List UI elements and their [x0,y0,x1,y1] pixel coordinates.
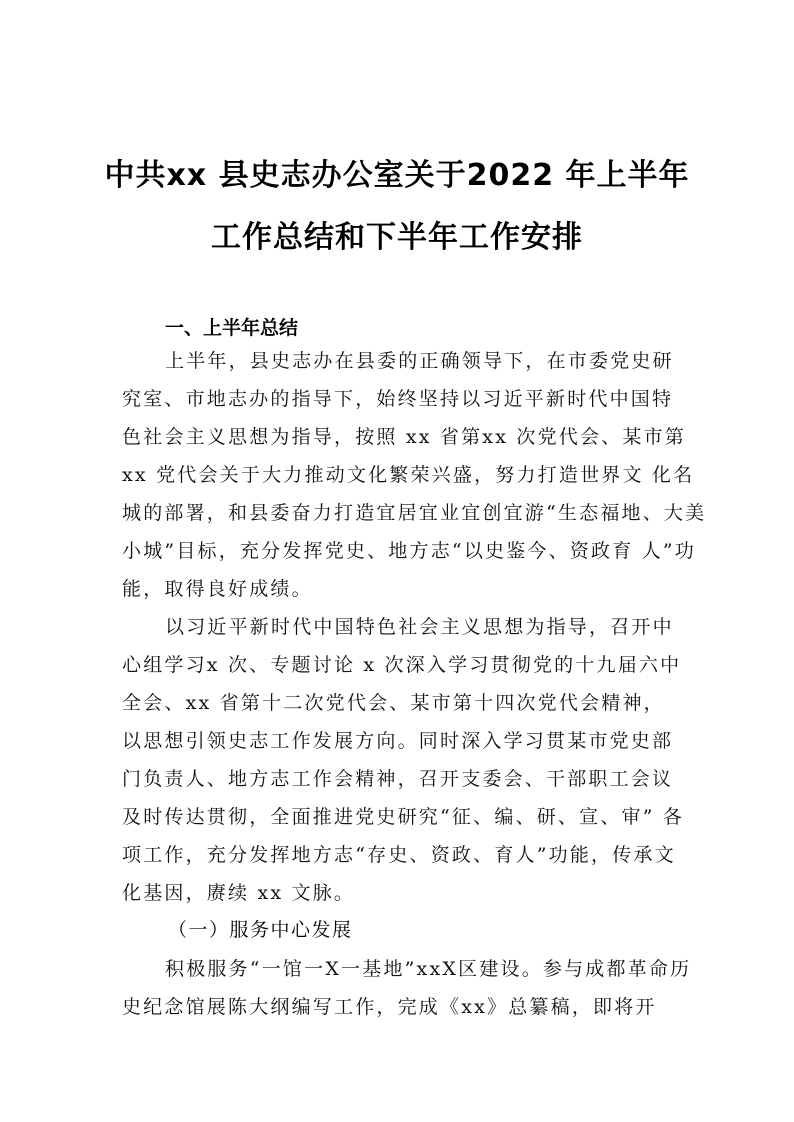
paragraph-line: 究室、市地志办的指导下，始终坚持以习近平新时代中国特 [122,388,674,410]
paragraph-line: 以思想引领史志工作发展方向。同时深入学习贯某市党史部 [122,730,674,752]
paragraph-line: 积极服务“一馆一X一基地”xxX区建设。参与成都革命历 [165,958,692,980]
paragraph-line: 及时传达贯彻，全面推进党史研究“征、编、研、宣、审” 各 [122,806,685,828]
paragraph-line: 小城”目标，充分发挥党史、地方志“以史鉴今、资政育 人”功 [122,540,696,562]
document-title-line-2: 工作总结和下半年工作安排 [211,220,583,255]
paragraph-line: 化基因，赓续 xx 文脉。 [122,882,356,904]
document-title-line-1: 中共xx 县史志办公室关于2022 年上半年 [104,158,690,193]
paragraph-line: 项工作，充分发挥地方志“存史、资政、育人”功能，传承文 [122,844,676,866]
paragraph-line: 史纪念馆展陈大纲编写工作，完成《xx》总纂稿，即将开 [122,996,657,1018]
paragraph-line: 以习近平新时代中国特色社会主义思想为指导，召开中 [165,616,674,638]
paragraph-line: 心组学习x 次、专题讨论 x 次深入学习贯彻党的十九届六中 [122,654,682,676]
paragraph-line: 门负责人、地方志工作会精神，召开支委会、干部职工会议 [122,768,674,790]
paragraph-line: 全会、xx 省第十二次党代会、某市第十四次党代会精神， [122,692,665,714]
paragraph-line: 能，取得良好成绩。 [122,578,313,600]
paragraph-line: 城的部署，和县委奋力打造宜居宜业宜创宜游“生态福地、大美 [122,502,707,524]
section-heading: 一、上半年总结 [165,317,299,339]
subsection-heading: （一）服务中心发展 [168,919,353,941]
paragraph-line: xx 党代会关于大力推动文化繁荣兴盛，努力打造世界文 化名 [122,464,695,486]
paragraph-line: 色社会主义思想为指导，按照 xx 省第xx 次党代会、某市第 [122,426,686,448]
paragraph-line: 上半年，县史志办在县委的正确领导下，在市委党史研 [165,350,674,372]
